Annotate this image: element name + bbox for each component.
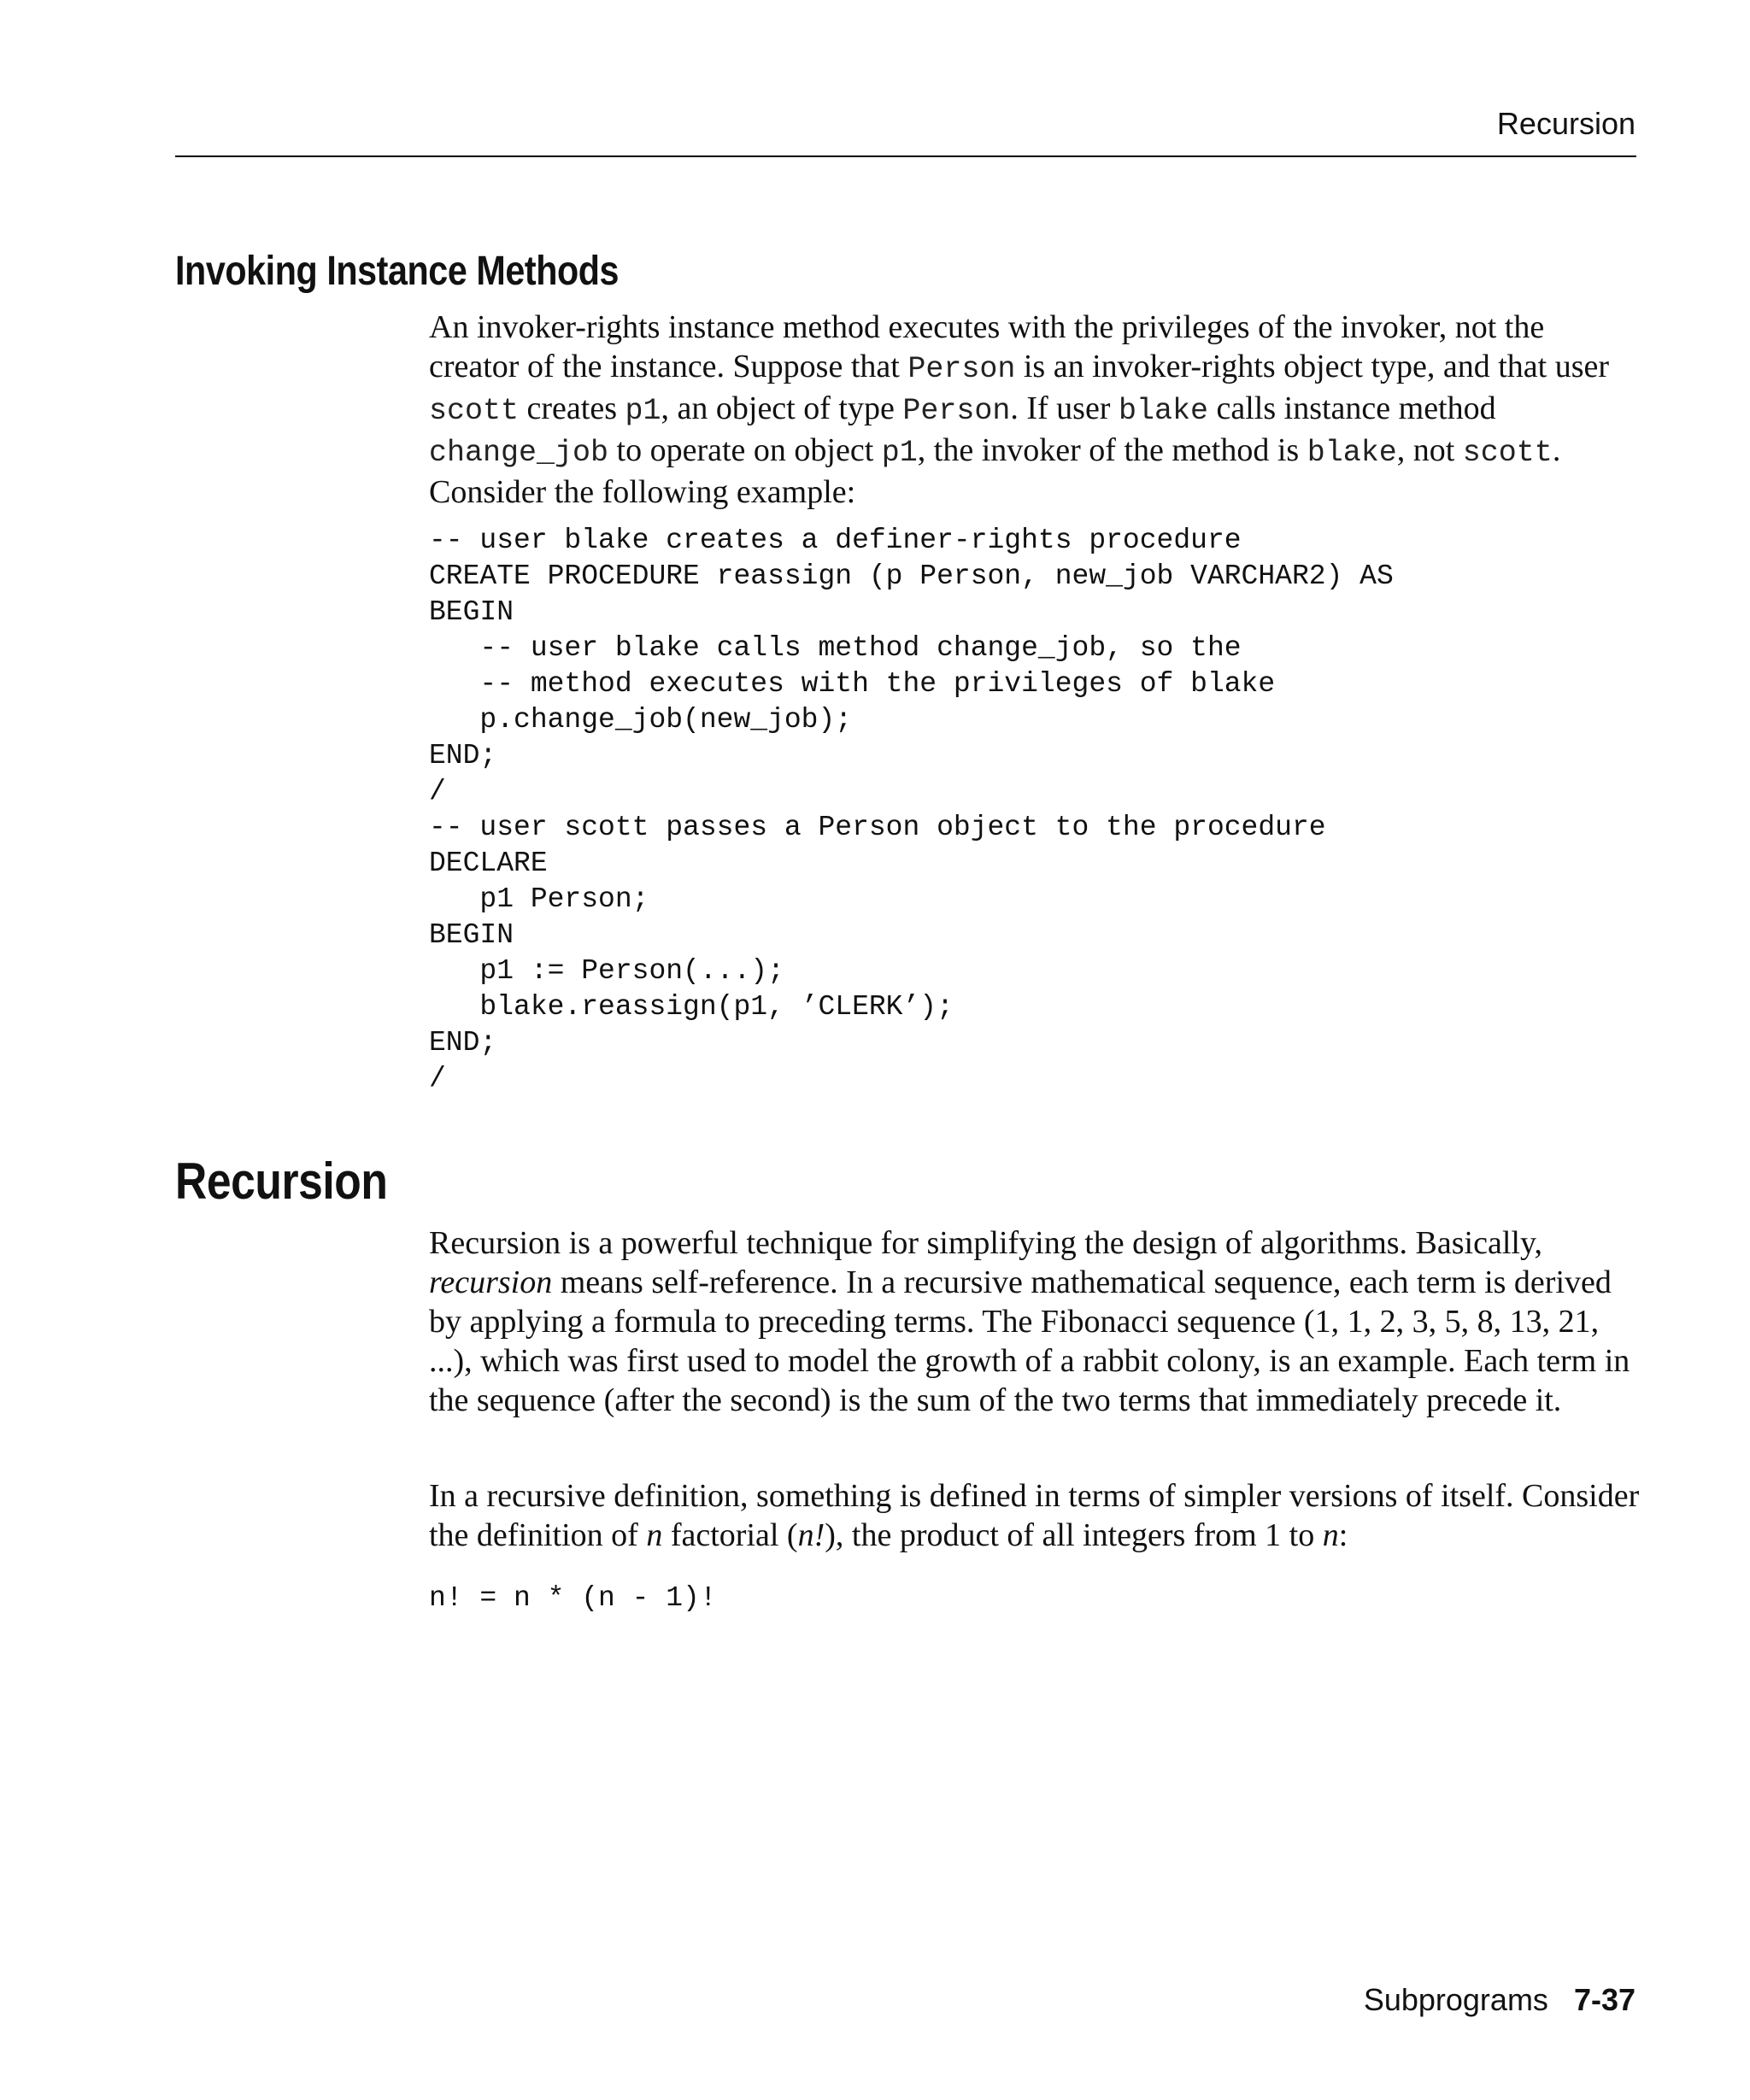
text-run: In a recursive definition, something is defined in terms of simpler versions of itself. Consider the definition of <box>429 1478 1640 1553</box>
text-run: factorial ( <box>662 1517 798 1553</box>
inline-code: Person <box>902 394 1011 428</box>
paragraph-recursive-definition <box>429 1476 1642 1555</box>
footer-chapter: Subprograms <box>1363 1982 1548 2017</box>
inline-code: blake <box>1307 436 1397 470</box>
text-run: to operate on object <box>608 432 882 468</box>
emphasis-term: n <box>646 1517 663 1553</box>
section-heading-invoking-instance-methods: Invoking Instance Methods <box>175 249 620 294</box>
running-header: Recursion <box>1496 106 1635 141</box>
inline-code: change_job <box>429 436 609 470</box>
emphasis-term: n <box>1322 1517 1339 1553</box>
inline-code: p1 <box>625 394 661 428</box>
text-run: , not <box>1396 432 1463 468</box>
text-run: . Consider the following example: <box>429 432 1561 510</box>
text-run: is an invoker-rights object type, and that user <box>1015 349 1610 384</box>
text-run: creates <box>519 390 625 426</box>
text-run: calls instance method <box>1208 390 1496 426</box>
text-run: : <box>1338 1517 1348 1553</box>
paragraph-recursion-intro <box>429 1223 1642 1420</box>
text-run: An invoker-rights instance method executes with the privileges of the invoker, not the creator of the instance. Suppose that <box>429 309 1545 384</box>
text-run: . If user <box>1010 390 1119 426</box>
paragraph-invoker-rights <box>429 308 1642 512</box>
page-footer <box>1364 1982 1635 2018</box>
emphasis-term: recursion <box>429 1264 553 1300</box>
text-run: means self-reference. In a recursive mathematical sequence, each term is derived by applying a formula to preceding terms. The Fibonacci sequence (1, 1, 2, 3, 5, 8, 13, 21, ...), which was first used to model the growth of a rabbit colony, is an example. Each term in the sequence (after the second) is the sum of the two terms that immediately precede it. <box>429 1264 1630 1418</box>
code-block-factorial: n! = n * (n - 1)! <box>429 1582 717 1614</box>
text-run: , the invoker of the method is <box>917 432 1307 468</box>
emphasis-term: n! <box>797 1517 825 1553</box>
inline-code: scott <box>429 394 520 428</box>
text-run: ), the product of all integers from 1 to <box>825 1517 1323 1553</box>
text-run: Recursion is a powerful technique for simplifying the design of algorithms. Basically, <box>429 1225 1542 1261</box>
header-rule <box>175 155 1636 157</box>
inline-code: p1 <box>881 436 918 470</box>
footer-page-number: 7-37 <box>1573 1982 1635 2017</box>
text-run: , an object of type <box>661 390 903 426</box>
inline-code: Person <box>907 352 1016 386</box>
inline-code: scott <box>1462 436 1553 470</box>
section-heading-recursion: Recursion <box>175 1153 388 1210</box>
inline-code: blake <box>1118 394 1208 428</box>
code-block-reassign: -- user blake creates a definer-rights procedure CREATE PROCEDURE reassign (p Person, new_job VARCHAR2) AS BEGIN -- user blake calls method change_job, so the -- method executes with the privileges of blake p.change_job(new_job); END; / -- user scott passes a Person object to the procedure DECLARE p1 Person; BEGIN p1 := Person(...); blake.reassign(p1, ’CLERK’); END; / <box>429 525 1394 1094</box>
